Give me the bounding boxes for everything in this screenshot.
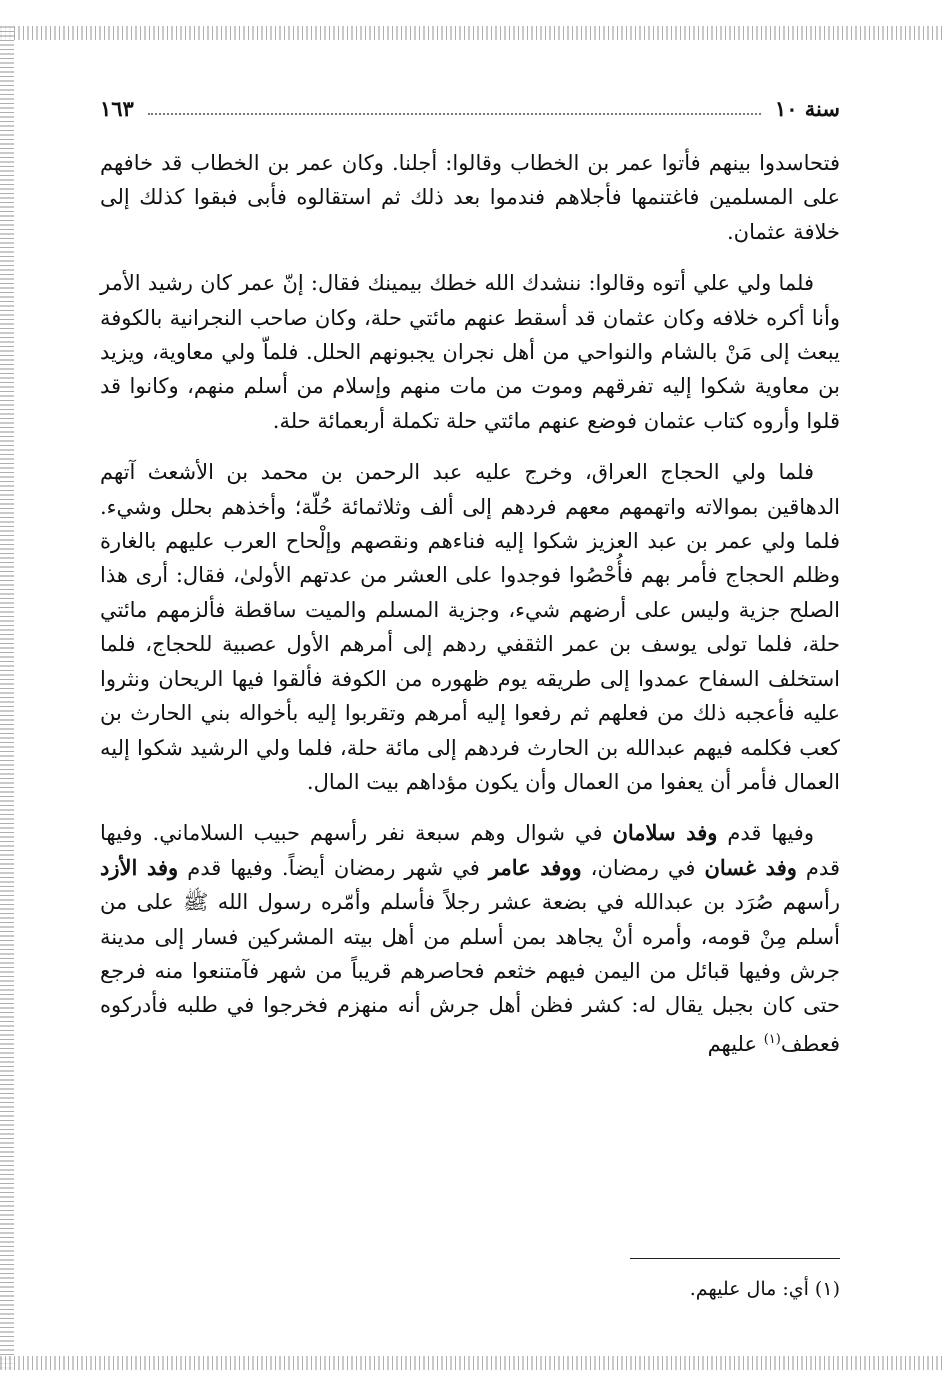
page-header xyxy=(100,90,840,126)
footnote-separator xyxy=(630,1258,840,1259)
main-text xyxy=(100,146,840,1061)
footnote: (١) أي: مال عليهم. xyxy=(689,1278,840,1300)
paragraph: فلما ولي علي أتوه وقالوا: ننشدك الله خطك بيمينك فقال: إنّ عمر كان رشيد الأمر وأنا أكره خلافه وكان عثمان قد أسقط عنهم مائتي حلة، وكان صاحب النجرانية بالكوفة يبعث إلى مَنْ بالشام والنواحي من أهل نجران يجبونهم الحلل. فلماّ ولي معاوية، ويزيد بن معاوية شكوا إليه تفرقهم وموت من مات منهم وإسلام من أسلم منهم، وكانوا قد قلوا وأروه كتاب عثمان فوضع عنهم مائتي حلة تكملة أربعمائة حلة. xyxy=(100,271,840,433)
bold-term: وفد الأزد xyxy=(100,854,179,880)
paragraph-delegations: وفيها قدم وفد سلامان في شوال وهم سبعة نفر رأسهم حبيب السلاماني. وفيها قدم وفد غسان في رمضان، ووفد عامر في شهر رمضان أيضاً. وفيها قدم وفد الأزد رأسهم صُرَد بن عبدالله في بضعة عشر رجلاً فأسلم وأمّره رسول الله ﷺ على من أسلم مِنْ قومه، وأمره أنْ يجاهد بمن أسلم من أهل بيته المشركين فسار إلى مدينة جرش وفيها قبائل من اليمن فيهم خثعم فحاصرهم قريباً من شهر فآمتنعوا منه فرجع حتى كان بجبل يقال له: كشر فظن أهل جرش أنه منهزم فخرجوا في طلبه فأدركوه فعطف$^{(١)}$ عليهم xyxy=(100,820,840,1056)
header-dotted-leader xyxy=(148,101,761,115)
book-page xyxy=(100,90,840,1330)
decorative-border-left xyxy=(0,26,14,1370)
bold-term: ووفد عامر xyxy=(488,854,582,880)
paragraph: فتحاسدوا بينهم فأتوا عمر بن الخطاب وقالوا: أجلنا. وكان عمر بن الخطاب قد خافهم على المسلمين فاغتنمها فأجلاهم فندموا بعد ذلك ثم استقالوه فأبى فبقوا كذلك إلى خلافة عثمان. xyxy=(100,151,840,244)
page-number: ١٦٣ xyxy=(100,95,134,121)
decorative-border-bottom xyxy=(0,1356,945,1370)
paragraph: فلما ولي الحجاج العراق، وخرج عليه عبد الرحمن بن محمد بن الأشعث آتهم الدهاقين بموالاته واتهمهم معهم فردهم إلى ألف وثلاثمائة حُلّة؛ وأخذهم بحلل وشيء. فلما ولي عمر بن عبد العزيز شكوا إليه فناءهم ونقصهم وإلْحاح العرب عليهم بالغارة وظلم الحجاج فأمر بهم فأُحْصُوا فوجدوا على العشر من عدتهم الأولىٰ، فقال: أرى هذا الصلح جزية وليس على أرضهم شيء، وجزية المسلم والميت ساقطة فألزمهم مائتي حلة، فلما تولى يوسف بن عمر الثقفي ردهم إلى أمرهم الأول عصبية للحجاج، فلما استخلف السفاح عمدوا إلى طريقه يوم ظهوره من الكوفة فألقوا فيها الريحان ونثروا عليه فأعجبه ذلك من فعلهم ثم رفعوا إليه أمرهم وتقربوا إليه بأخواله بني الحارث بن كعب فكلمه فيهم عبدالله بن الحارث فردهم إلى مائة حلة، فلما ولي الرشيد شكوا إليه العمال فأمر أن يعفوا من العمال وأن يكون مؤداهم بيت المال. xyxy=(100,460,840,794)
footnote-marker: (١) xyxy=(763,1031,781,1047)
bold-term: وفد سلامان xyxy=(612,820,718,846)
bold-term: وفد غسان xyxy=(704,854,797,880)
decorative-border-top xyxy=(0,26,945,40)
running-title: سنة ١٠ xyxy=(774,95,840,121)
